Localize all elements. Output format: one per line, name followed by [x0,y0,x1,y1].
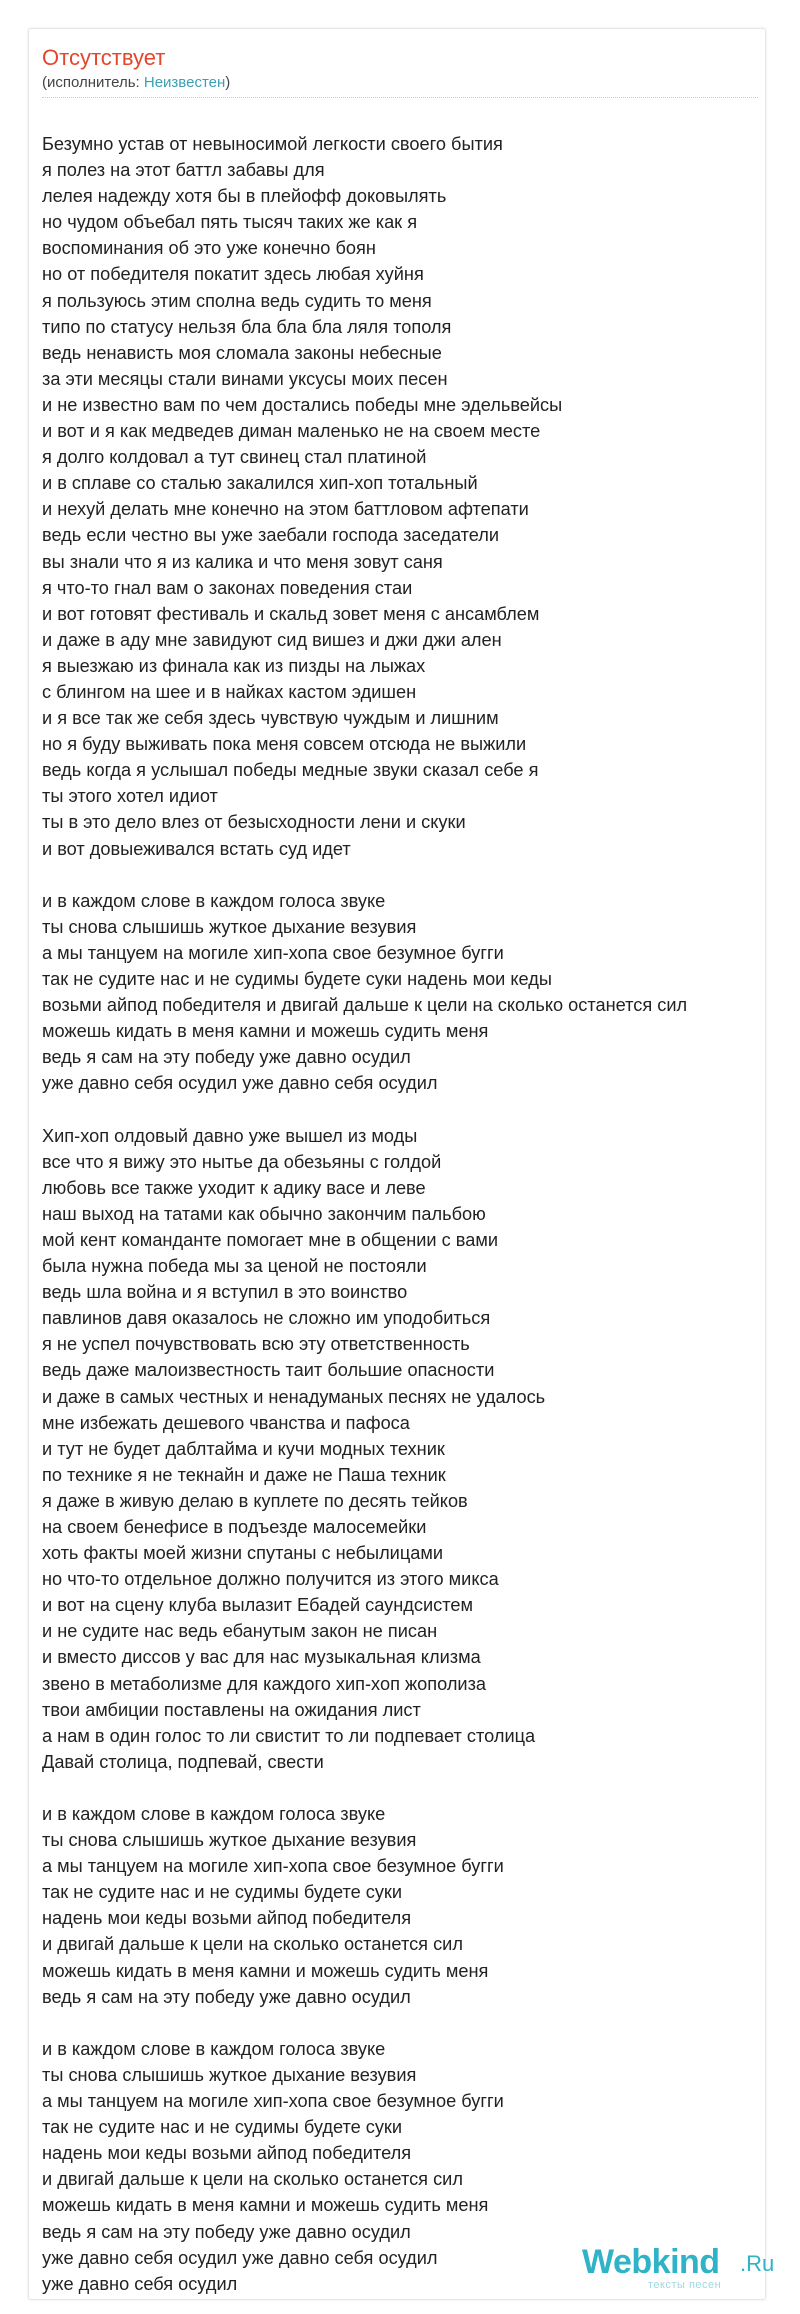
artist-prefix: (исполнитель: [42,74,144,91]
lyrics-stanza [42,1123,762,1775]
lyric-line: так не судите нас и не судимы будете суки надень мои кеды [42,969,552,989]
lyric-line: мой кент команданте помогает мне в общении с вами [42,1229,499,1250]
lyric-line: Давай столица, подпевай, свести [42,1751,324,1772]
lyric-line: можешь кидать в меня камни и можешь судить меня [42,1960,489,1981]
lyric-line: надень мои кеды возьми айпод победителя [42,1908,412,1929]
artist-link[interactable]: Неизвестен [143,74,226,91]
lyric-line: и вот готовят фестиваль и скальд зовет меня с ансамблем [42,603,540,624]
lyric-line: и вместо диссов у вас для нас музыкальная клизма [42,1647,481,1668]
lyric-line: но от победителя покатит здесь любая хуйня [42,264,424,285]
lyric-line: я долго колдовал а тут свинец стал платиной [42,447,427,468]
watermark-logo-domain: .Ru [740,2251,775,2276]
lyric-line: так не судите нас и не судимы будете суки [42,1882,403,1903]
lyric-line: все что я вижу это нытье да обезьяны с голдой [42,1151,442,1172]
lyric-line: Хип-хоп олдовый давно уже вышел из моды [42,1125,418,1146]
lyric-line: хоть факты моей жизни спутаны с небылицами [42,1543,444,1564]
lyric-line: я пользуюсь этим сполна ведь судить то меня [42,290,432,311]
title-divider [42,97,758,98]
lyric-line: я что-то гнал вам о законах поведения стаи [42,577,413,598]
lyric-line: надень мои кеды возьми айпод победителя [42,2143,412,2164]
lyric-line: возьми айпод победителя и двигай дальше к цели на сколько останется сил [42,995,688,1016]
lyric-line: и нехуй делать мне конечно на этом баттловом афтепати [42,499,529,520]
lyric-line: уже давно себя осудил уже давно себя осудил [42,1073,438,1094]
lyric-line: ведь шла война и я вступил в это воинство [42,1282,408,1303]
lyric-line: твои амбиции поставлены на ожидания лист [42,1699,421,1720]
artist-line [42,73,230,93]
webkind-watermark [582,2242,775,2298]
lyric-line: лелея надежду хотя бы в плейофф доковылять [42,186,447,207]
lyric-line: ведь я сам на эту победу уже давно осудил [42,1047,411,1068]
lyric-line: любовь все также уходит к адику васе и леве [42,1177,426,1198]
lyric-line: я полез на этот баттл забавы для [42,160,325,181]
lyrics-card [28,28,766,2300]
lyric-line: воспоминания об это уже конечно боян [42,238,376,259]
lyric-line: я не успел почувствовать всю эту ответственность [42,1334,470,1355]
lyric-line: и не известно вам по чем достались победы мне эдельвейсы [42,394,563,415]
lyric-line: и даже в аду мне завидуют сид вишез и джи джи ален [42,629,502,650]
lyric-line: но что-то отдельное должно получится из этого микса [42,1569,499,1590]
song-title: Отсутствует [42,45,166,70]
lyric-line: павлинов давя оказалось не сложно им уподобиться [42,1308,491,1329]
lyric-line: ты снова слышишь жуткое дыхание везувия [42,2064,417,2085]
lyric-line: но чудом объебал пять тысяч таких же как я [42,212,418,233]
lyric-line: и в каждом слове в каждом голоса звуке [42,890,386,911]
artist-suffix: ) [225,74,231,91]
lyric-line: а мы танцуем на могиле хип-хопа свое безумное бугги [42,942,504,963]
lyric-line: уже давно себя осудил [42,2273,238,2294]
lyric-line: ведь даже малоизвестность таит большие опасности [42,1360,495,1381]
lyric-line: и я все так же себя здесь чувствую чуждым и лишним [42,708,499,729]
lyric-line: ведь я сам на эту победу уже давно осудил [42,2221,411,2242]
lyric-line: за эти месяцы стали винами уксусы моих песен [42,368,448,389]
lyrics-body [42,131,762,2297]
lyric-line: и вот довыеживался встать суд идет [42,838,351,859]
lyric-line: но я буду выживать пока меня совсем отсюда не выжили [42,734,527,755]
lyric-line: ты снова слышишь жуткое дыхание везувия [42,916,417,937]
lyric-line: по технике я не текнайн и даже не Паша техник [42,1464,446,1485]
lyric-line: типо по статусу нельзя бла бла бла ляля тополя [42,316,452,337]
lyric-line: я выезжаю из финала как из пизды на лыжах [42,655,426,676]
lyric-line: на своем бенефисе в подъезде малосемейки [42,1516,427,1537]
lyric-line: ведь когда я услышал победы медные звуки сказал себе я [42,760,539,781]
lyric-line: и в сплаве со сталью закалился хип-хоп тотальный [42,473,478,494]
lyric-line: а мы танцуем на могиле хип-хопа свое безумное бугги [42,1856,504,1877]
lyric-line: уже давно себя осудил уже давно себя осудил [42,2247,438,2268]
lyric-line: мне избежать дешевого чванства и пафоса [42,1412,410,1433]
lyric-line: а мы танцуем на могиле хип-хопа свое безумное бугги [42,2091,504,2112]
lyric-line: и вот и я как медведев диман маленько не на своем месте [42,421,541,442]
lyric-line: вы знали что я из калика и что меня зовут саня [42,551,443,572]
lyric-line: так не судите нас и не судимы будете суки [42,2117,403,2138]
lyric-line: ведь я сам на эту победу уже давно осудил [42,1986,411,2007]
lyric-line: ты в это дело влез от безысходности лени и скуки [42,812,466,833]
lyric-line: Безумно устав от невыносимой легкости своего бытия [42,134,503,154]
lyric-line: ты снова слышишь жуткое дыхание везувия [42,1830,417,1851]
lyric-line: наш выход на татами как обычно закончим пальбою [42,1203,486,1224]
lyric-line: и двигай дальше к цели на сколько останется сил [42,2169,463,2190]
lyrics-stanza [42,1801,762,2010]
watermark-tagline: тексты песен [648,2279,722,2291]
lyric-line: ты этого хотел идиот [42,786,218,807]
watermark-logo-name: Webkind [582,2243,720,2281]
lyric-line: и вот на сцену клуба вылазит Ебадей саундсистем [42,1595,474,1616]
lyric-line: и двигай дальше к цели на сколько останется сил [42,1934,463,1955]
lyric-line: и в каждом слове в каждом голоса звуке [42,2038,386,2059]
lyric-line: звено в метаболизме для каждого хип-хоп жополиза [42,1673,487,1694]
lyric-line: и тут не будет даблтайма и кучи модных техник [42,1438,445,1459]
lyrics-stanza [42,131,762,862]
lyric-line: я даже в живую делаю в куплете по десять тейков [42,1490,468,1511]
lyric-line: и в каждом слове в каждом голоса звуке [42,1804,386,1824]
lyrics-stanza [42,888,762,1097]
lyric-line: и даже в самых честных и ненадуманых песнях не удалось [42,1386,546,1407]
lyric-line: и не судите нас ведь ебанутым закон не писан [42,1621,438,1642]
lyric-line: с блингом на шее и в найках кастом эдишен [42,681,417,702]
lyric-line: ведь ненависть моя сломала законы небесные [42,342,442,363]
lyric-line: можешь кидать в меня камни и можешь судить меня [42,2195,489,2216]
lyric-line: а нам в один голос то ли свистит то ли подпевает столица [42,1725,536,1746]
lyric-line: ведь если честно вы уже заебали господа заседатели [42,525,500,546]
lyric-line: была нужна победа мы за ценой не постояли [42,1256,427,1277]
lyric-line: можешь кидать в меня камни и можешь судить меня [42,1021,489,1042]
